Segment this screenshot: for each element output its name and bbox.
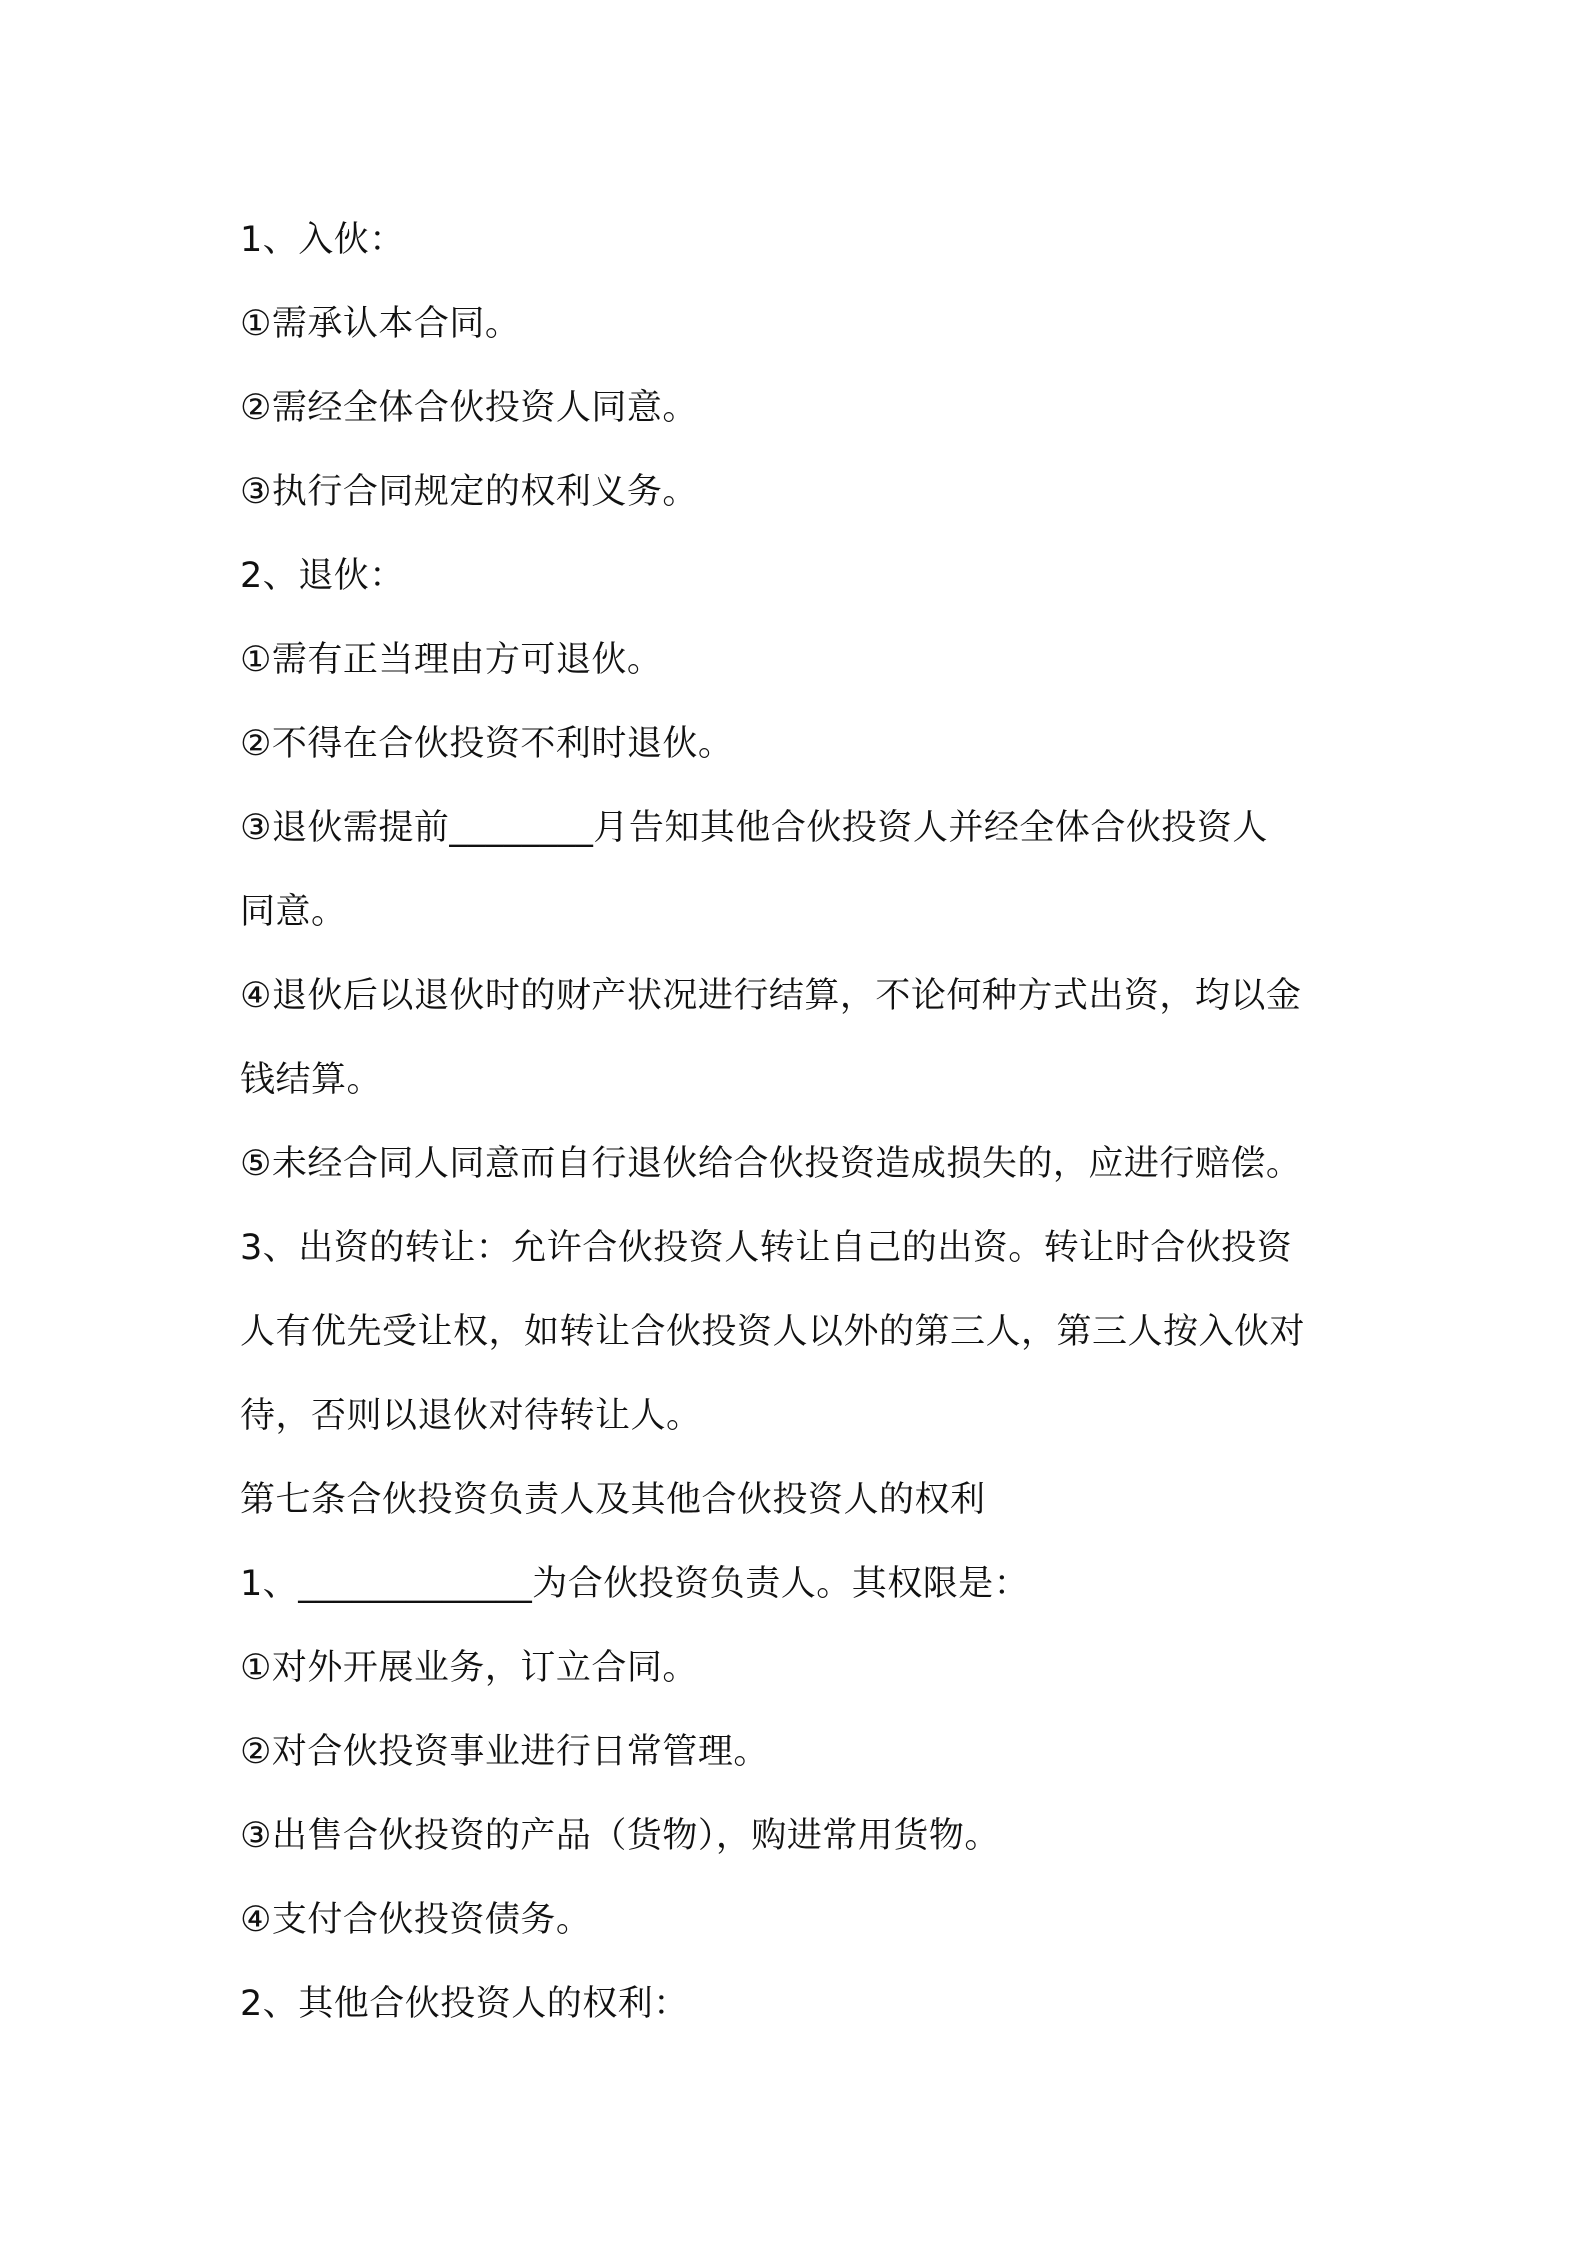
article-seven-heading: 第七条合伙投资负责人及其他合伙投资人的权利 <box>240 1480 986 1520</box>
joining-item-3: ③执行合同规定的权利义务。 <box>240 472 698 512</box>
manager-designation: 1、_____________为合伙投资负责人。其权限是： <box>240 1564 1030 1604</box>
section-contribution-transfer-continued-1: 人有优先受让权，如转让合伙投资人以外的第三人，第三人按入伙对 <box>240 1312 1306 1352</box>
section-contribution-transfer: 3、出资的转让：允许合伙投资人转让自己的出资。转让时合伙投资 <box>240 1228 1293 1268</box>
manager-power-2: ②对合伙投资事业进行日常管理。 <box>240 1732 769 1772</box>
withdrawal-item-1: ①需有正当理由方可退伙。 <box>240 640 663 680</box>
withdrawal-item-3-continued: 同意。 <box>240 892 347 932</box>
document-body <box>240 198 1370 2046</box>
joining-item-1: ①需承认本合同。 <box>240 304 521 344</box>
withdrawal-item-3: ③退伙需提前________月告知其他合伙投资人并经全体合伙投资人 <box>240 808 1268 848</box>
other-partners-rights-heading: 2、其他合伙投资人的权利： <box>240 1984 689 2024</box>
withdrawal-item-5: ⑤未经合同人同意而自行退伙给合伙投资造成损失的，应进行赔偿。 <box>240 1144 1302 1184</box>
withdrawal-item-4: ④退伙后以退伙时的财产状况进行结算，不论何种方式出资，均以金 <box>240 976 1302 1016</box>
withdrawal-item-4-continued: 钱结算。 <box>240 1060 383 1100</box>
manager-power-3: ③出售合伙投资的产品（货物），购进常用货物。 <box>240 1816 1000 1856</box>
section-heading-joining: 1、入伙： <box>240 220 405 260</box>
manager-power-4: ④支付合伙投资债务。 <box>240 1900 592 1940</box>
section-contribution-transfer-continued-2: 待，否则以退伙对待转让人。 <box>240 1396 702 1436</box>
joining-item-2: ②需经全体合伙投资人同意。 <box>240 388 698 428</box>
withdrawal-item-2: ②不得在合伙投资不利时退伙。 <box>240 724 734 764</box>
section-heading-withdrawal: 2、退伙： <box>240 556 405 596</box>
manager-power-1: ①对外开展业务，订立合同。 <box>240 1648 698 1688</box>
